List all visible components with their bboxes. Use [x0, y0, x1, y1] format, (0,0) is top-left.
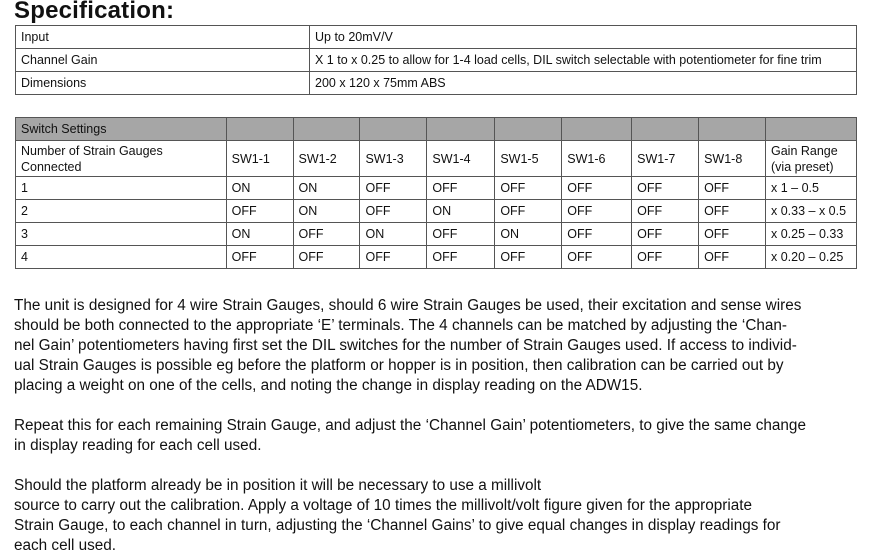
paragraph-line: Should the platform already be in position it will be necessary to use a millivolt: [14, 477, 542, 494]
spec-value: 200 x 120 x 75mm ABS: [310, 72, 857, 95]
switch-state-cell: ON: [495, 223, 562, 246]
table-row: [16, 177, 857, 200]
paragraph-line: should be both connected to the appropriate ‘E’ terminals. The 4 channels can be matched by adjusting the ‘Chan-: [14, 317, 787, 334]
body-text: [14, 296, 860, 556]
switch-state-cell: OFF: [699, 246, 766, 269]
gain-range-cell: x 0.25 – 0.33: [766, 223, 857, 246]
paragraph-line: placing a weight on one of the cells, and noting the change in display reading on the ADW15.: [14, 377, 643, 394]
switch-state-cell: ON: [360, 223, 427, 246]
specification-table: [15, 25, 857, 95]
column-header: SW1-3: [360, 141, 427, 177]
switch-state-cell: OFF: [495, 200, 562, 223]
paragraph-line: nel Gain’ potentiometers having first set the DIL switches for the number of Strain Gauges used. If access to individ-: [14, 337, 797, 354]
switch-state-cell: ON: [226, 223, 293, 246]
gauge-count-cell: 1: [16, 177, 227, 200]
switch-state-cell: OFF: [562, 246, 632, 269]
table-header-row: [16, 141, 857, 177]
column-header: SW1-5: [495, 141, 562, 177]
paragraph: [14, 476, 860, 556]
table-row: [16, 72, 857, 95]
table-title-row: [16, 118, 857, 141]
gauge-count-cell: 4: [16, 246, 227, 269]
table-row: [16, 200, 857, 223]
switch-settings-table: [15, 117, 857, 269]
switch-state-cell: OFF: [427, 177, 495, 200]
switch-state-cell: OFF: [226, 200, 293, 223]
gain-range-cell: x 0.20 – 0.25: [766, 246, 857, 269]
paragraph-line: The unit is designed for 4 wire Strain Gauges, should 6 wire Strain Gauges be used, their excitation and sense wires: [14, 297, 802, 314]
spec-label: Channel Gain: [16, 49, 310, 72]
column-header: Gain Range (via preset): [766, 141, 857, 177]
paragraph: [14, 416, 860, 456]
spec-value: Up to 20mV/V: [310, 26, 857, 49]
paragraph-line: each cell used.: [14, 537, 117, 554]
column-header: SW1-1: [226, 141, 293, 177]
column-header: SW1-2: [293, 141, 360, 177]
gain-range-cell: x 1 – 0.5: [766, 177, 857, 200]
column-header: SW1-8: [699, 141, 766, 177]
switch-state-cell: OFF: [495, 246, 562, 269]
switch-state-cell: OFF: [427, 223, 495, 246]
switch-state-cell: OFF: [293, 223, 360, 246]
switch-state-cell: OFF: [632, 200, 699, 223]
switch-state-cell: ON: [226, 177, 293, 200]
switch-state-cell: OFF: [699, 177, 766, 200]
column-header: SW1-4: [427, 141, 495, 177]
table-row: [16, 246, 857, 269]
switch-state-cell: OFF: [699, 223, 766, 246]
switch-state-cell: OFF: [360, 246, 427, 269]
switch-state-cell: OFF: [632, 223, 699, 246]
switch-state-cell: OFF: [360, 177, 427, 200]
column-header: SW1-7: [632, 141, 699, 177]
switch-state-cell: OFF: [632, 246, 699, 269]
spec-label: Input: [16, 26, 310, 49]
spec-value: X 1 to x 0.25 to allow for 1-4 load cells, DIL switch selectable with potentiometer for fine trim: [310, 49, 857, 72]
table-row: [16, 26, 857, 49]
switch-state-cell: ON: [427, 200, 495, 223]
paragraph-line: source to carry out the calibration. Apply a voltage of 10 times the millivolt/volt figure given for the appropriate: [14, 497, 753, 514]
switch-state-cell: ON: [293, 200, 360, 223]
paragraph-line: ual Strain Gauges is possible eg before the platform or hopper is in position, then calibration can be carried out by: [14, 357, 784, 374]
switch-state-cell: OFF: [562, 200, 632, 223]
switch-state-cell: OFF: [360, 200, 427, 223]
gauge-count-cell: 3: [16, 223, 227, 246]
switch-state-cell: OFF: [427, 246, 495, 269]
gain-range-cell: x 0.33 – x 0.5: [766, 200, 857, 223]
switch-state-cell: OFF: [632, 177, 699, 200]
table-row: [16, 49, 857, 72]
switch-state-cell: ON: [293, 177, 360, 200]
page-title: Specification:: [14, 0, 175, 24]
switch-state-cell: OFF: [495, 177, 562, 200]
paragraph: [14, 296, 860, 396]
switch-settings-title: Switch Settings: [16, 118, 227, 141]
switch-state-cell: OFF: [226, 246, 293, 269]
switch-state-cell: OFF: [699, 200, 766, 223]
spec-label: Dimensions: [16, 72, 310, 95]
paragraph-line: in display reading for each cell used.: [14, 437, 262, 454]
column-header: Number of Strain Gauges Connected: [16, 141, 227, 177]
table-row: [16, 223, 857, 246]
paragraph-line: Strain Gauge, to each channel in turn, adjusting the ‘Channel Gains’ to give equal changes in display readings for: [14, 517, 781, 534]
column-header: SW1-6: [562, 141, 632, 177]
switch-state-cell: OFF: [562, 177, 632, 200]
gauge-count-cell: 2: [16, 200, 227, 223]
switch-state-cell: OFF: [293, 246, 360, 269]
switch-state-cell: OFF: [562, 223, 632, 246]
paragraph-line: Repeat this for each remaining Strain Gauge, and adjust the ‘Channel Gain’ potentiometers, to give the same change: [14, 417, 806, 434]
